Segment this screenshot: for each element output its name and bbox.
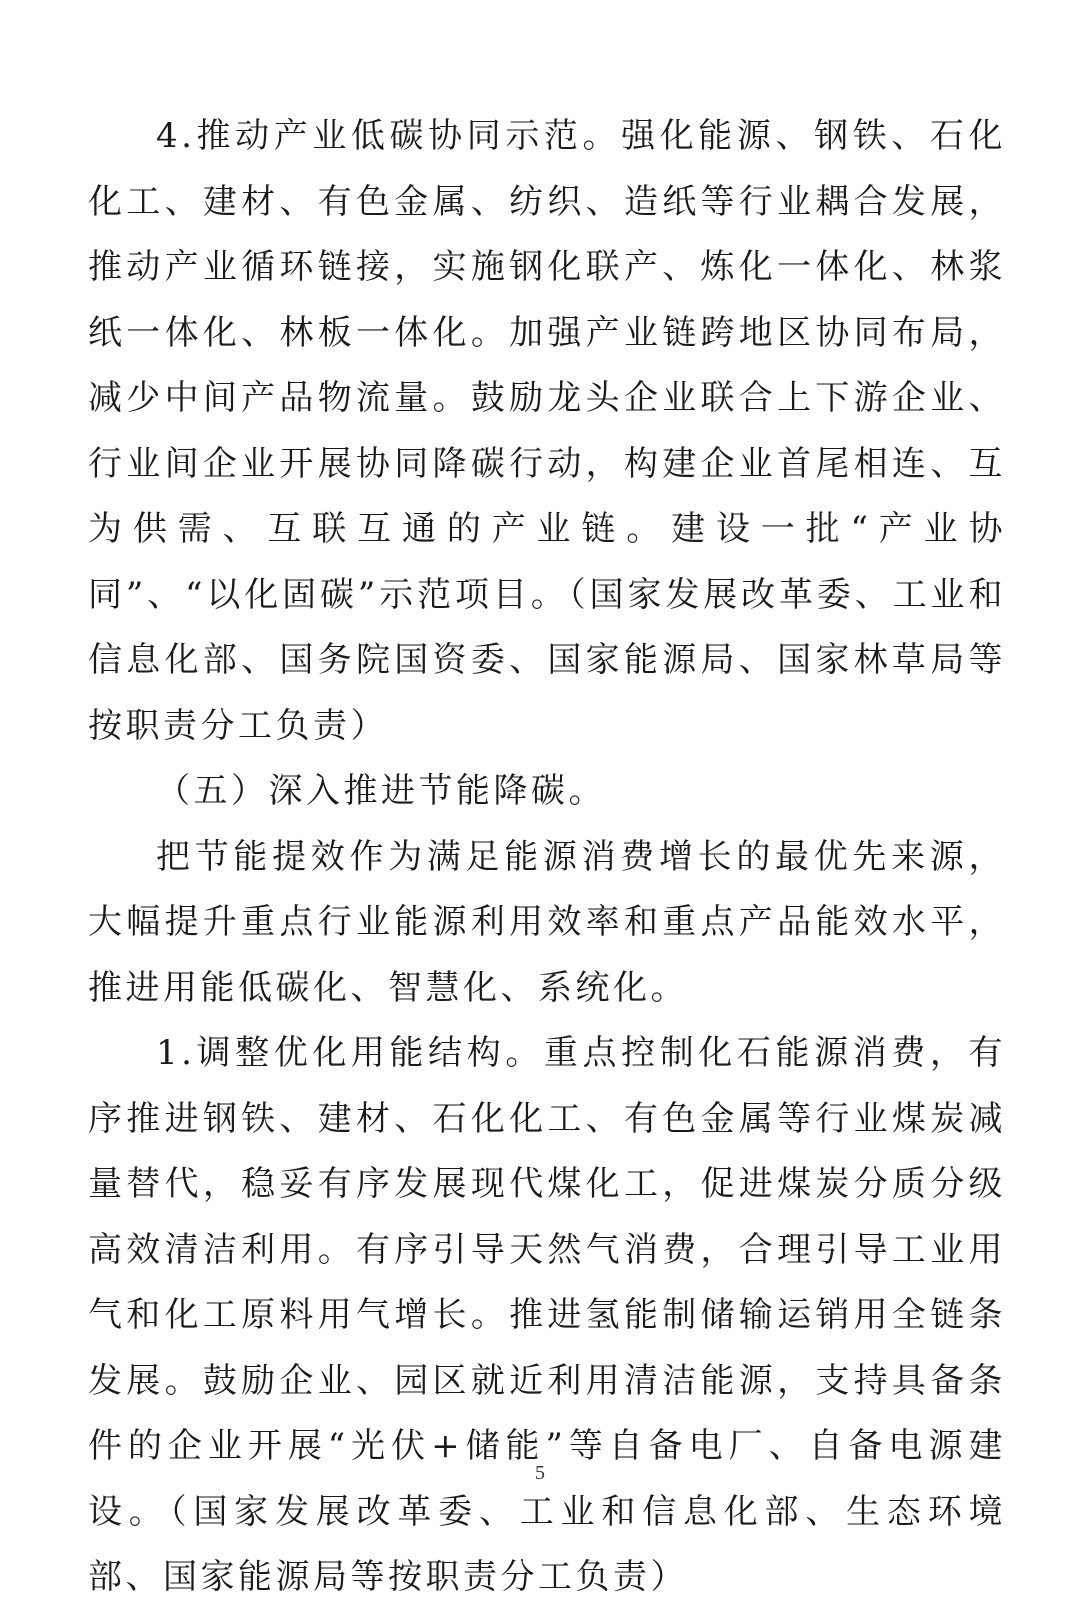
document-body (88, 104, 1006, 1611)
section-heading-energy-saving: （五）深入推进节能降碳。 (156, 771, 606, 811)
page-number: 5 (535, 1462, 545, 1484)
paragraph-adjust-energy-structure: 1.调整优化用能结构。重点控制化石能源消费，有序推进钢铁、建材、石化化工、有色金属等行业煤炭减量替代，稳妥有序发展现代煤化工，促进煤炭分质分级高效清洁利用。有序引导天然气消费，合理引导工业用气和化工原料用气增长。推进氢能制储输运销用全链条发展。鼓励企业、园区就近利用清洁能源，支持具备条件的企业开展“光伏+储能”等自备电厂、自备电源建设。（国家发展改革委、工业和信息化部、生态环境部、国家能源局等按职责分工负责） (88, 1033, 1006, 1597)
paragraph-energy-efficiency-intro: 把节能提效作为满足能源消费增长的最优先来源，大幅提升重点行业能源利用效率和重点产品能效水平，推进用能低碳化、智慧化、系统化。 (88, 836, 1006, 1008)
paragraph-industry-low-carbon-synergy: 4.推动产业低碳协同示范。强化能源、钢铁、石化化工、建材、有色金属、纺织、造纸等行业耦合发展，推动产业循环链接，实施钢化联产、炼化一体化、林浆纸一体化、林板一体化。加强产业链跨地区协同布局，减少中间产品物流量。鼓励龙头企业联合上下游企业、行业间企业开展协同降碳行动，构建企业首尾相连、互为供需、互联互通的产业链。建设一批“产业协同”、“以化固碳”示范项目。（国家发展改革委、工业和信息化部、国务院国资委、国家能源局、国家林草局等按职责分工负责） (88, 116, 1006, 746)
